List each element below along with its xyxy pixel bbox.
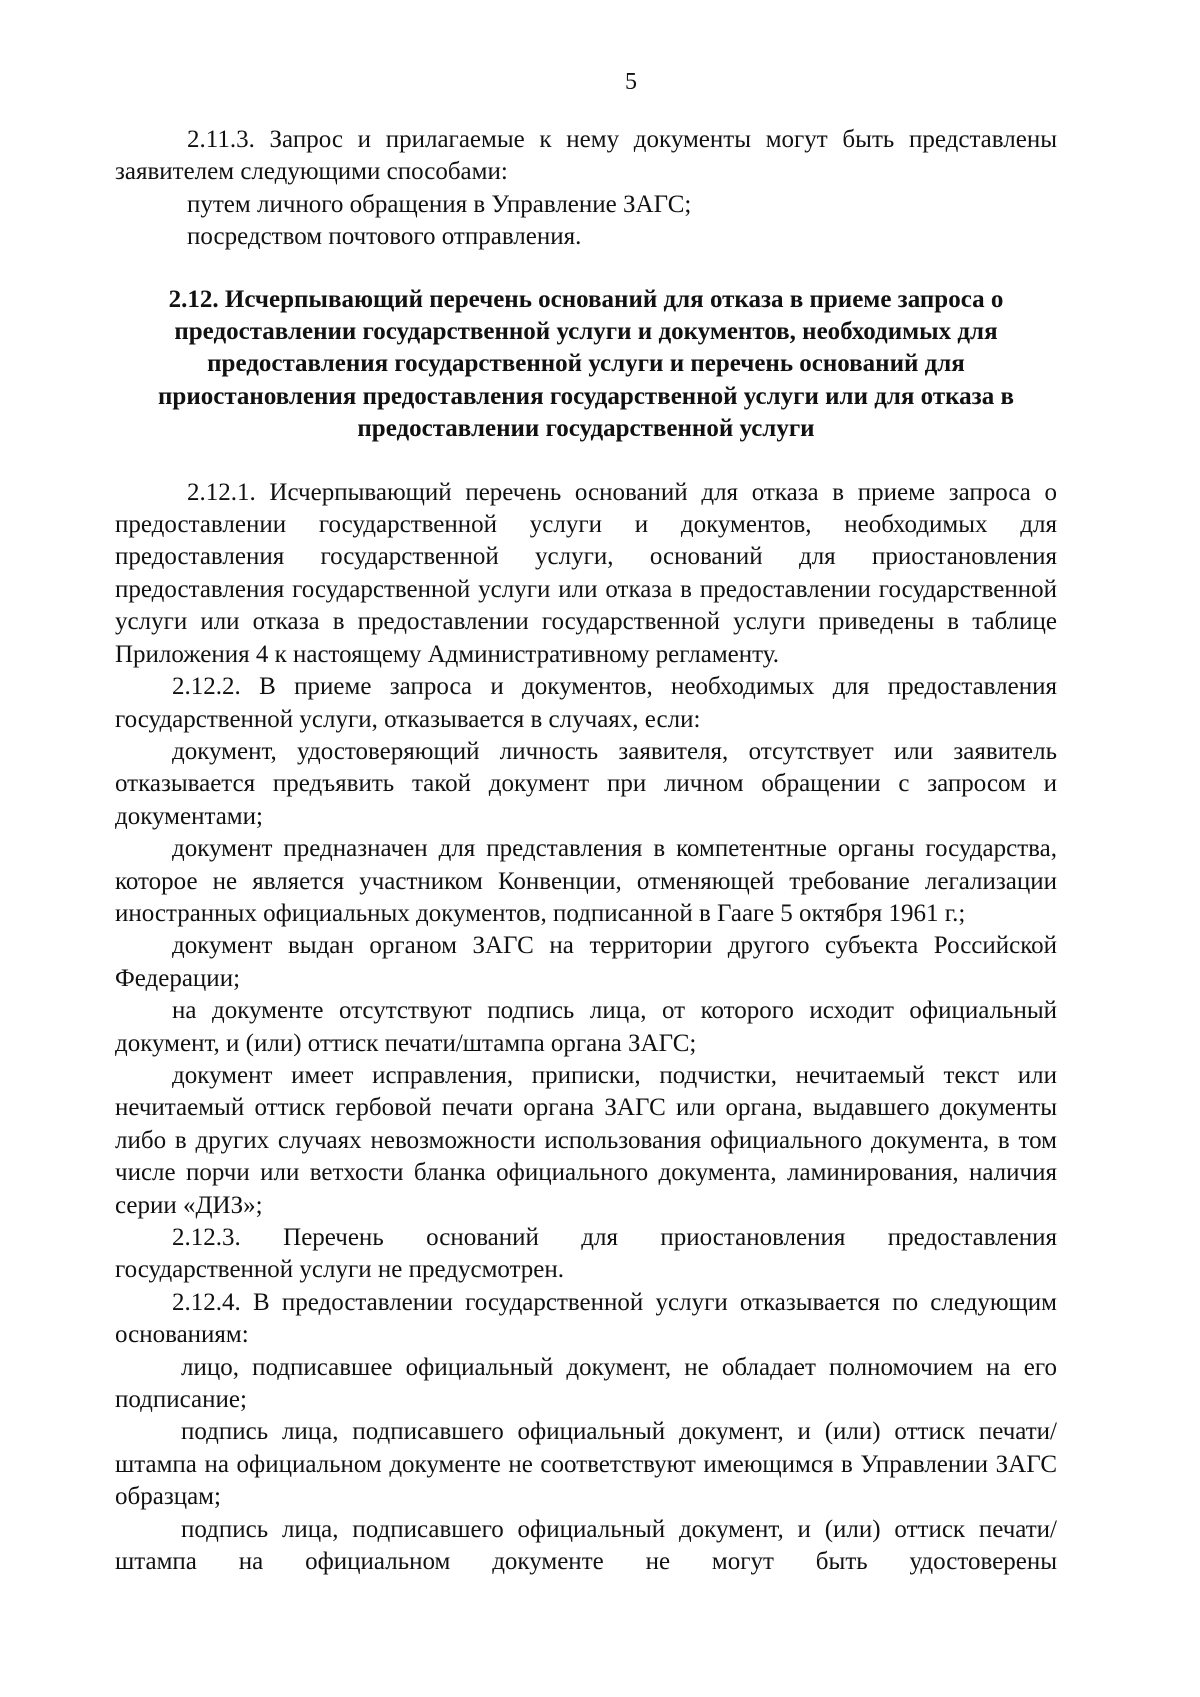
paragraph-2-12-4-ground-authority: лицо, подписавшее официальный документ, не обладает полномочием на его подписание;	[115, 1353, 1057, 1414]
paragraph-2-12-1: 2.12.1. Исчерпывающий перечень оснований для отказа в приеме запроса о предоставлении государственной услуги и документов, необходимых для предоставления государственной услуги, оснований для приостановления предоставления государственной услуги или отказа в предоставлении государственной услуги или отказа в предоставлении государственной услуги приведены в таблице Приложения 4 к настоящему Административному регламенту.	[115, 478, 1057, 668]
paragraph-2-12-3: 2.12.3. Перечень оснований для приостановления предоставления государственной услуги не предусмотрен.	[115, 1224, 1057, 1284]
page-number: 5	[625, 69, 637, 95]
paragraph-2-11-3-way-personal: путем личного обращения в Управление ЗАГС;	[187, 190, 692, 218]
paragraph-2-12-2-case-damaged: документ имеет исправления, приписки, подчистки, нечитаемый текст или нечитаемый оттиск гербовой печати органа ЗАГС или органа, выдавшего документы либо в других случаях невозможности использования официального документа, в том числе порчи или ветхости бланка официального документа, ламинирования, наличия серии «ДИЗ»;	[115, 1061, 1057, 1219]
paragraph-2-12-4-ground-mismatch: подпись лица, подписавшего официальный документ, и (или) оттиск печати/штампа на официальном документе не соответствуют имеющимся в Управлении ЗАГС образцам;	[115, 1418, 1057, 1511]
paragraph-2-12-4: 2.12.4. В предоставлении государственной услуги отказывается по следующим основаниям:	[115, 1288, 1057, 1349]
paragraph-2-12-2-case-no-signature: на документе отсутствуют подпись лица, от которого исходит официальный документ, и (или) оттиск печати/штампа органа ЗАГС;	[115, 997, 1057, 1057]
document-body	[115, 124, 1057, 1578]
paragraph-2-12-2-case-identity: документ, удостоверяющий личность заявителя, отсутствует или заявитель отказывается предъявить такой документ при личном обращении с запросом и документами;	[115, 737, 1057, 830]
paragraph-2-12-2: 2.12.2. В приеме запроса и документов, необходимых для предоставления государственной услуги, отказывается в случаях, если:	[115, 673, 1057, 733]
paragraph-2-12-4-ground-unverifiable: подпись лица, подписавшего официальный документ, и (или) оттиск печати/штампа на официальном документе не могут быть удостоверены	[115, 1515, 1057, 1576]
section-heading-2-12: 2.12. Исчерпывающий перечень оснований для отказа в приеме запроса о предоставлении государственной услуги и документов, необходимых для предоставления государственной услуги и перечень оснований для приостановления предоставления государственной услуги или для отказа в предоставлении государственной услуги	[158, 285, 1014, 443]
paragraph-2-11-3: 2.11.3. Запрос и прилагаемые к нему документы могут быть представлены заявителем следующими способами:	[115, 126, 1057, 186]
paragraph-2-12-2-case-convention: документ предназначен для представления в компетентные органы государства, которое не является участником Конвенции, отменяющей требование легализации иностранных официальных документов, подписанной в Гааге 5 октября 1961 г.;	[115, 835, 1057, 927]
paragraph-2-12-2-case-other-region: документ выдан органом ЗАГС на территории другого субъекта Российской Федерации;	[115, 932, 1057, 992]
paragraph-2-11-3-way-mail: посредством почтового отправления.	[187, 223, 582, 251]
